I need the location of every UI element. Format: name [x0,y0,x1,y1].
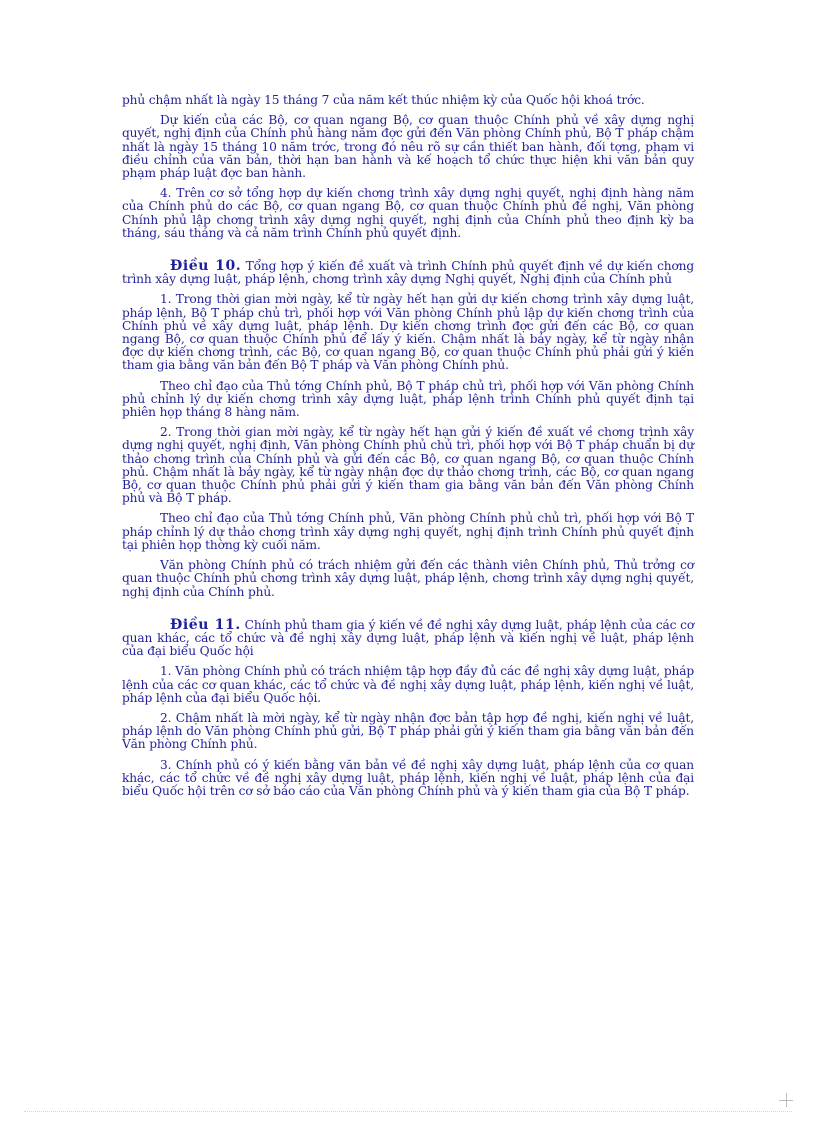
paragraph-draft-decrees: Dự kiến của các Bộ, cơ quan ngang Bộ, cơ quan thuộc Chính phủ về xây dựng nghị quyết, nghị định của Chính phủ hàng năm đợc gửi đến Văn phòng Chính phủ, Bộ T pháp chậm nhất là ngày 15 tháng 10 năm trớc, trong đó nêu rõ sự cần thiết ban hành, đối tợng, phạm vi điều chỉnh của văn bản, thời hạn ban hành và kế hoạch tổ chức thực hiện khi văn bản quy phạm pháp luật đợc ban hành. [122,113,694,181]
article-10-clause-1-direction: Theo chỉ đạo của Thủ tớng Chính phủ, Bộ T pháp chủ trì, phối hợp với Văn phòng Chính phủ chỉnh lý dự kiến chơng trình xây dựng luật, pháp lệnh trình Chính phủ quyết định tại phiên họp tháng 8 hàng năm. [122,378,694,420]
paragraph-clause-4: 4. Trên cơ sở tổng hợp dự kiến chơng trình xây dựng nghị quyết, nghị định hàng năm của Chính phủ do các Bộ, cơ quan ngang Bộ, cơ quan thuộc Chính phủ đề nghị, Văn phòng Chính phủ lập chơng trình xây dựng nghị quyết, nghị định của Chính phủ theo định kỳ ba tháng, sáu tháng và cả năm trình Chính phủ quyết định. [122,186,694,240]
article-10-clause-2: 2. Trong thời gian mời ngày, kể từ ngày hết hạn gửi ý kiến đề xuất về chơng trình xây dựng nghị quyết, nghị định, Văn phòng Chính phủ chủ trì, phối hợp với Bộ T pháp chuẩn bị dự thảo chơng trình của Chính phủ và gửi đến các Bộ, cơ quan ngang Bộ, cơ quan thuộc Chính phủ. Chậm nhất là bảy ngày, kể từ ngày nhận đợc dự thảo chơng trình, các Bộ, cơ quan ngang Bộ, cơ quan thuộc Chính phủ phải gửi ý kiến tham gia bằng văn bản đến Văn phòng Chính phủ và Bộ T pháp. [122,425,694,506]
article-11-title: Chính phủ tham gia ý kiến về đề nghị xây dựng luật, pháp lệnh của các cơ quan khác, các tổ chức và đề nghị xây dựng luật, pháp lệnh và kiến nghị về luật, pháp lệnh của đại biểu Quốc hội [122,617,695,659]
article-10-clause-1: 1. Trong thời gian mời ngày, kể từ ngày hết hạn gửi dự kiến chơng trình xây dựng luật, pháp lệnh, Bộ T pháp chủ trì, phối hợp với Văn phòng Chính phủ lập dự kiến chơng trình của Chính phủ về xây dựng luật, pháp lệnh. Dự kiến chơng trình đợc gửi đến các Bộ, cơ quan ngang Bộ, cơ quan thuộc Chính phủ để lấy ý kiến. Chậm nhất là bảy ngày, kể từ ngày nhận đợc dự kiến chơng trình, các Bộ, cơ quan ngang Bộ, cơ quan thuộc Chính phủ phải gửi ý kiến tham gia bằng văn bản đến Bộ T pháp và Văn phòng Chính phủ. [122,292,694,373]
article-11-clause-3: 3. Chính phủ có ý kiến bằng văn bản về đề nghị xây dựng luật, pháp lệnh của cơ quan khác, các tổ chức về đề nghị xây dựng luật, pháp lệnh, kiến nghị về luật, pháp lệnh của đại biểu Quốc hội trên cơ sở báo cáo của Văn phòng Chính phủ và ý kiến tham gia của Bộ T pháp. [122,757,694,798]
page-bottom-divider [24,1111,792,1112]
article-10-distribution: Văn phòng Chính phủ có trách nhiệm gửi đến các thành viên Chính phủ, Thủ trởng cơ quan thuộc Chính phủ chơng trình xây dựng luật, pháp lệnh, chơng trình xây dựng nghị quyết, nghị định của Chính phủ. [122,558,694,599]
article-11-clause-2: 2. Chậm nhất là mời ngày, kể từ ngày nhận đợc bản tập hợp đề nghị, kiến nghị về luật, pháp lệnh do Văn phòng Chính phủ gửi, Bộ T pháp phải gửi ý kiến tham gia bằng văn bản đến Văn phòng Chính phủ. [122,710,694,752]
crop-mark-horizontal [779,1100,793,1101]
article-10-heading [122,260,694,286]
article-11-clause-1: 1. Văn phòng Chính phủ có trách nhiệm tập hợp đầy đủ các đề nghị xây dựng luật, pháp lệnh của các cơ quan khác, các tổ chức và đề nghị xây dựng luật, pháp lệnh, kiến nghị về luật, pháp lệnh của đại biểu Quốc hội. [122,664,694,705]
article-11-heading [122,616,695,659]
paragraph-continuation: phủ chậm nhất là ngày 15 tháng 7 của năm kết thúc nhiệm kỳ của Quốc hội khoá trớc. [122,93,645,107]
document-body [122,94,694,805]
article-10-label: Điều 10. [170,258,242,275]
article-10-clause-2-direction: Theo chỉ đạo của Thủ tớng Chính phủ, Văn phòng Chính phủ chủ trì, phối hợp với Bộ T pháp chỉnh lý dự thảo chơng trình xây dựng nghị quyết, nghị định trình Chính phủ quyết định tại phiên họp thờng kỳ cuối năm. [122,511,694,552]
article-11-label: Điều 11. [170,616,241,633]
article-10-title: Tổng hợp ý kiến đề xuất và trình Chính phủ quyết định về dự kiến chơng trình xây dựng luật, pháp lệnh, chơng trình xây dựng Nghị quyết, Nghị định của Chính phủ [122,259,695,287]
